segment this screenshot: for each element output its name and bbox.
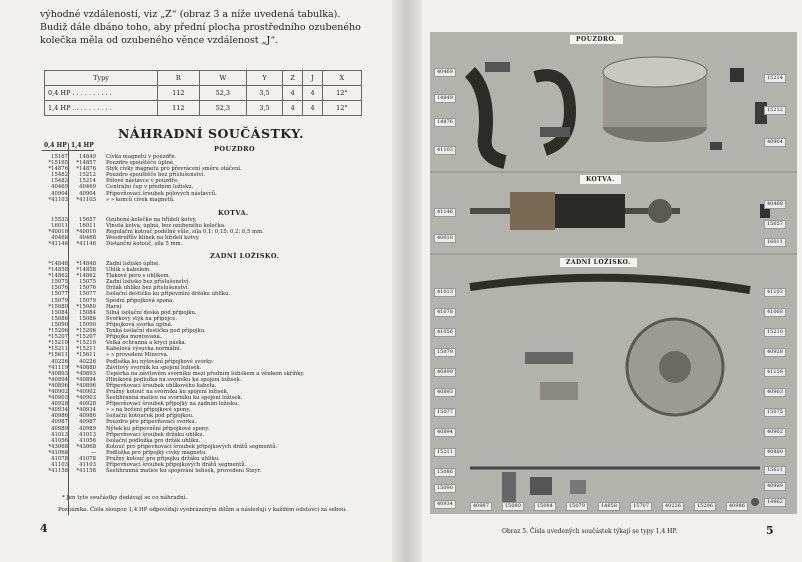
part-label: 41056	[434, 328, 456, 337]
part-description: Vinutá kotva, úplná, bez ozubeného kolečka.	[106, 223, 226, 230]
type-cell: 4	[283, 101, 303, 116]
part-description: Svorkový styk na připojce.	[106, 315, 178, 322]
part-number-14hp: *15206	[76, 328, 96, 335]
part-description: Isolační destička ku připevnění držáku uhlíku.	[106, 291, 231, 298]
part-number-04hp: 41013	[51, 431, 68, 438]
part-description: Zadní ložisko úplné.	[106, 261, 160, 267]
parts-list-pouzdro	[40, 154, 375, 203]
part-number-04hp: 15167	[51, 154, 68, 160]
part-description: Pouzdro spouštěče úplné.	[106, 160, 175, 167]
part-number-14hp: *15210	[76, 340, 96, 347]
part-description: Držák uhlíku bez příslušenství.	[106, 285, 190, 292]
part-description: Pólové nástavce v pouzdře.	[106, 178, 179, 185]
part-number-04hp: 40226	[51, 358, 68, 365]
part-description: Styk cívky magnetu pro převrácení směru otáčení.	[106, 166, 242, 173]
part-description: Šestihranná matice na svorníku ku spojení ložisek.	[106, 395, 243, 402]
part-number-14hp: 15076	[79, 285, 96, 292]
part-number-14hp: 40989	[79, 425, 96, 432]
type-col-header: R	[158, 71, 200, 86]
figure-caption: Obraz 5. Čísla uvedených součástek týkají se typy 1,4 HP.	[502, 528, 678, 535]
part-description: Uhlík s kabelem.	[106, 267, 151, 274]
part-description: Připojková svorka úplná.	[106, 321, 173, 328]
type-cell: 12°	[322, 86, 361, 101]
section-heading: ZADNÍ LOŽISKO.	[210, 252, 280, 260]
part-label: 40934	[434, 500, 456, 509]
part-number-14hp: *40880	[76, 364, 96, 371]
type-cell: 3,5	[246, 101, 282, 116]
part-label: 15211	[434, 448, 456, 457]
part-label: 40010	[434, 234, 456, 243]
part-label: 15084	[534, 502, 556, 511]
part-description: Připevňovací šroubek pólových nástavců.	[106, 190, 217, 197]
part-description: Připevňovací šroubek připojky na zadním ložisku.	[106, 401, 240, 408]
part-label: 15086	[434, 468, 456, 477]
part-label: 41078	[434, 308, 456, 317]
part-number-14hp: *40903	[76, 395, 96, 402]
part-number-04hp: 40989	[51, 425, 68, 432]
part-description: Nýtek ku připevnění připojkové spony.	[106, 425, 210, 432]
part-description: Zadní ložisko bez příslušenství.	[106, 279, 191, 286]
type-col-header: Typy	[45, 71, 158, 86]
part-label: 40903	[764, 388, 786, 397]
type-dimension-table	[44, 70, 362, 116]
part-number-04hp: *14848	[48, 261, 68, 267]
type-col-header: X	[322, 71, 361, 86]
armature-winding	[555, 194, 625, 228]
part-description: » » na bočení připojkové spony.	[106, 407, 191, 414]
page-number-left: 4	[40, 522, 48, 535]
part-label: 15707	[630, 502, 652, 511]
part-number-14hp: *40896	[76, 382, 96, 389]
part-description: Hliníková podložka na svorníku ku spojení ložisek.	[106, 376, 242, 383]
page-number-right: 5	[766, 524, 774, 537]
part-number-14hp: 41056	[79, 437, 96, 444]
part-description: Centrální čep v předním ložisku.	[106, 184, 194, 191]
terminal-plate	[502, 472, 516, 502]
part-number-04hp: *15207	[48, 334, 68, 341]
part-label: 40902	[764, 428, 786, 437]
part-number-04hp: 15482	[51, 172, 68, 179]
magnet-coil-right	[535, 75, 570, 150]
part-number-04hp: *41103	[48, 196, 68, 203]
part-label: 14876	[434, 118, 456, 127]
part-number-04hp: 15086	[51, 315, 68, 322]
part-description: Kotouč pro připevňovací šroubek připojkových drátů segmentů.	[106, 443, 278, 450]
part-description: Tenká isolační destička pod připojku.	[106, 328, 206, 335]
part-label: 41103	[764, 288, 786, 297]
screw	[710, 142, 722, 150]
type-cell: 52,3	[199, 86, 246, 101]
part-number-04hp: *41119	[48, 364, 68, 371]
part-number-04hp: *15206	[48, 328, 68, 335]
part-description: Podložka ku nýtování připojkové svorky.	[106, 358, 214, 365]
part-description: Připevňovací šroubek držáku uhlíku.	[106, 431, 205, 438]
footnote-remark: Poznámka. Čísla sloupce 1,4 HP odpovídají vyobrazeným dílům a následují v každém odstavci za sebou.	[58, 507, 348, 513]
part-description: Pružný kotouč na svorníku ku spojení ložisek.	[106, 388, 229, 395]
part-description: Připevňovací šroubek uhlíkového kabelu.	[106, 382, 217, 389]
type-cell: 0,4 HP . . . . . . . . . .	[45, 86, 158, 101]
part-number-14hp: 40468	[79, 235, 96, 242]
part-number-04hp: 16011	[51, 223, 68, 230]
part-label: 40226	[662, 502, 684, 511]
part-description: Podložka pro připojky cívky magnetu.	[106, 449, 208, 456]
part-number-14hp: *40934	[76, 407, 96, 414]
parts-list-zadni-lozisko	[40, 261, 375, 474]
part-description: Šestihranná matice ku spojování ložisek, provedení Steyr.	[106, 468, 262, 475]
col-header-14hp: 1,4 HP	[71, 142, 94, 149]
section-heading: KOTVA.	[218, 209, 249, 217]
type-col-header: Y	[246, 71, 282, 86]
part-number-14hp: *15211	[76, 346, 96, 353]
part-description: Pouzdro pro připevňovací svorku.	[106, 419, 197, 426]
part-number-04hp: *14876	[48, 166, 68, 173]
part-label: 40987	[470, 502, 492, 511]
part-number-04hp: 15483	[51, 178, 68, 185]
part-number-14hp: *14858	[76, 267, 96, 274]
part-number-04hp: 15075	[51, 279, 68, 286]
type-cell: 52,3	[199, 101, 246, 116]
right-page	[422, 0, 802, 562]
brush-holder	[525, 352, 573, 364]
part-row	[40, 241, 375, 247]
part-number-04hp: 15090	[51, 321, 68, 328]
pole-shoe	[540, 127, 570, 137]
part-number-14hp: *41158	[76, 468, 96, 475]
part-number-04hp: *15165	[48, 160, 68, 167]
part-number-04hp: *41158	[48, 468, 68, 475]
part-number-14hp: *40893	[76, 370, 96, 377]
part-label: 40894	[434, 428, 456, 437]
cover-band	[470, 278, 750, 290]
type-cell: 12°	[322, 101, 361, 116]
part-label: 15212	[764, 106, 786, 115]
part-number-14hp: 16011	[79, 223, 96, 230]
photo-plate	[430, 32, 797, 514]
part-number-04hp: *41146	[48, 241, 68, 248]
part-label: 41146	[434, 208, 456, 217]
part-description: Silná isolační deska pod připojku.	[106, 309, 197, 316]
type-cell: 112	[158, 86, 200, 101]
magnet-coil-left	[470, 72, 505, 162]
part-description: Pružný kotouč pro připojku držáku uhlíku.	[106, 456, 220, 462]
part-number-04hp: *40903	[48, 395, 68, 402]
type-col-header: Z	[283, 71, 303, 86]
type-table-row	[45, 101, 362, 116]
part-number-04hp: 40904	[51, 190, 68, 197]
part-label: 40469	[434, 68, 456, 77]
part-label: 15079	[434, 348, 456, 357]
part-label: 41013	[434, 288, 456, 297]
part-number-14hp: 15657	[79, 217, 96, 223]
part-number-04hp: 41103	[51, 462, 68, 469]
part-number-14hp: 15079	[79, 297, 96, 304]
book-gutter	[392, 0, 422, 562]
type-table-header	[45, 71, 362, 86]
part-description: Úepérka na závitovém svorníku mezi předním ložiskem a věnkem skříňky.	[106, 370, 305, 377]
part-label: 41158	[764, 368, 786, 377]
part-number-04hp: 15077	[51, 291, 68, 298]
part-number-04hp: *40894	[48, 376, 68, 383]
pole-piece	[730, 68, 744, 82]
part-number-04hp: *15210	[48, 340, 68, 347]
part-number-14hp: 15090	[79, 321, 96, 328]
part-number-04hp: *40902	[48, 388, 68, 395]
intro-paragraph: výhodné vzdáleností, viz „Z“ (obraz 3 a níže uvedená tabulka). Budiž dále dbáno toho, aby přední plocha prostředního ozubeného kolečka měla od ozubeného věnce vzdálenost „J“.	[40, 9, 361, 46]
insulation-plate	[530, 477, 552, 495]
parts-photo	[430, 32, 797, 514]
part-description: Harni	[106, 303, 122, 310]
part-description: Isolační podložka pro držák uhlíku.	[106, 437, 201, 444]
part-number-14hp: 40226	[79, 358, 96, 365]
part-label: 16011	[764, 238, 786, 247]
part-description: Isolační kotouček pod připojkou.	[106, 413, 194, 420]
part-label: 14858	[598, 502, 620, 511]
part-number-04hp: 15076	[51, 285, 68, 292]
type-col-header: J	[303, 71, 322, 86]
part-label: 40468	[764, 200, 786, 209]
type-cell: 4	[303, 86, 322, 101]
part-number-14hp: *15611	[76, 352, 96, 359]
part-label: 41068	[764, 308, 786, 317]
armature-commutator	[510, 192, 555, 230]
part-number-04hp: *40934	[48, 407, 68, 414]
section-heading: POUZDRO	[214, 145, 256, 153]
part-number-14hp: *40010	[76, 229, 96, 236]
part-number-14hp: 15086	[79, 315, 96, 322]
left-page	[0, 0, 392, 562]
part-number-14hp: *43068	[76, 443, 96, 450]
part-description: » » provedení Minerva.	[106, 352, 169, 359]
part-number-04hp: 15079	[51, 297, 68, 304]
part-label: 15214	[764, 74, 786, 83]
part-number-14hp: 15084	[79, 309, 96, 316]
part-label: 40986	[726, 502, 748, 511]
part-description: Kabelová výsuvka normální.	[106, 346, 182, 353]
part-description: Velká ochranná a krycí páska.	[106, 340, 187, 347]
type-col-header: W	[199, 71, 246, 86]
part-label: 15206	[694, 502, 716, 511]
terminal-clip	[540, 382, 578, 400]
type-cell: 4	[303, 101, 322, 116]
spare-parts-title: NÁHRADNÍ SOUČÁSTKY.	[118, 126, 304, 141]
part-label: 40904	[764, 138, 786, 147]
part-number-14hp: *15207	[76, 334, 96, 341]
part-number-14hp: *15080	[76, 303, 96, 310]
type-table-row	[45, 86, 362, 101]
part-number-14hp: *40902	[76, 388, 96, 395]
part-label: 15079	[566, 502, 588, 511]
part-number-14hp: 15077	[79, 291, 96, 298]
part-label: 40928	[764, 348, 786, 357]
part-number-14hp: 40928	[79, 401, 96, 408]
part-number-04hp: *43068	[48, 443, 68, 450]
part-number-04hp: *14858	[48, 267, 68, 274]
part-label: 40880	[764, 448, 786, 457]
part-number-04hp: 40987	[51, 419, 68, 426]
part-number-14hp: 40986	[79, 413, 96, 420]
part-description: Spodní připojková spona.	[106, 297, 175, 304]
part-number-14hp: 14849	[79, 154, 96, 160]
part-label: 15075	[764, 408, 786, 417]
part-label: 15090	[434, 484, 456, 493]
col-header-04hp: 0,4 HP	[44, 142, 67, 149]
part-description: Cívka magnetu v pouzdře.	[106, 154, 177, 160]
pinion-gear	[648, 199, 672, 223]
part-description: Distanční kotouč, síla 5 mm.	[106, 241, 183, 248]
part-label: 15611	[764, 466, 786, 475]
part-number-14hp: 41078	[79, 456, 96, 462]
part-description: Regulační kotouč podélné vůle, síla 0,1; 0,15; 0,2; 0,5 mm.	[106, 229, 264, 236]
part-label: 40893	[434, 388, 456, 397]
part-description: Ozubené kolečko na hřídeli kotvy.	[106, 217, 197, 223]
part-description: Tlakové pero s uhlíkem.	[106, 273, 171, 280]
part-number-04hp: 41078	[51, 456, 68, 462]
part-number-04hp: 15533	[51, 217, 68, 223]
part-number-14hp: *14862	[76, 273, 96, 280]
type-cell: 1,4 HP . . . . . . . . . .	[45, 101, 158, 116]
part-label: 15080	[502, 502, 524, 511]
part-label: 14862	[764, 498, 786, 507]
plate-title-kotva: KOTVA.	[580, 175, 621, 184]
part-number-04hp: 40468	[51, 235, 68, 242]
part-label: 15657	[764, 220, 786, 229]
part-number-14hp: *41103	[76, 196, 96, 203]
part-description: Připevňovací šroubek připojkových drátů segmentů.	[106, 462, 247, 469]
part-number-04hp: *15611	[48, 352, 68, 359]
part-number-04hp: 41056	[51, 437, 68, 444]
parts-list-kotva	[40, 217, 375, 247]
part-label: 40989	[764, 482, 786, 491]
part-row	[40, 197, 375, 203]
part-number-14hp: *40894	[76, 376, 96, 383]
part-description: » » konců cívek magnetů.	[106, 196, 175, 203]
part-number-04hp: *40010	[48, 229, 68, 236]
part-label: 41103	[434, 146, 456, 155]
part-number-14hp: *41146	[76, 241, 96, 248]
part-number-14hp: —	[90, 449, 96, 456]
type-cell: 3,5	[246, 86, 282, 101]
bearing-hub	[659, 351, 691, 383]
part-number-04hp: 40986	[51, 413, 68, 420]
plate-title-zadni-lozisko: ZADNÍ LOŽISKO.	[560, 258, 637, 267]
part-number-14hp: 15075	[79, 279, 96, 286]
part-label: 14849	[434, 94, 456, 103]
footnote-asterisk: * Jen tyto součástky dodávají se co náhradní.	[62, 495, 188, 501]
part-number-04hp: *41068	[48, 449, 68, 456]
part-number-14hp: 15212	[79, 172, 96, 179]
part-number-04hp: 15084	[51, 309, 68, 316]
part-number-04hp: *40893	[48, 370, 68, 377]
part-number-04hp: *15080	[48, 303, 68, 310]
washer	[751, 498, 759, 506]
part-number-14hp: *14857	[76, 160, 96, 167]
type-cell: 112	[158, 101, 200, 116]
part-label: 15210	[764, 328, 786, 337]
part-label: 40899	[434, 368, 456, 377]
part-number-14hp: *14848	[76, 261, 96, 267]
part-description: Woodruffův klínek na hřídeli kotvy.	[106, 235, 200, 242]
part-number-04hp: 40469	[51, 184, 68, 191]
part-number-04hp: *40896	[48, 382, 68, 389]
small-part	[570, 480, 586, 494]
part-row	[40, 468, 375, 474]
part-number-04hp: *14862	[48, 273, 68, 280]
housing-ring-top	[603, 57, 707, 87]
part-number-14hp: 15214	[79, 178, 96, 185]
part-number-14hp: *14876	[76, 166, 96, 173]
part-number-14hp: 40987	[79, 419, 96, 426]
part-number-04hp: *15211	[48, 346, 68, 353]
pole-shoe	[485, 62, 510, 72]
part-number-14hp: 40469	[79, 184, 96, 191]
part-number-14hp: 41013	[79, 431, 96, 438]
plate-title-pouzdro: POUZDRO.	[570, 35, 623, 44]
part-number-14hp: 40904	[79, 190, 96, 197]
part-number-14hp: 41103	[79, 462, 96, 469]
part-description: Závitový svorník ku spojení ložisek.	[106, 364, 202, 371]
part-description: Pouzdro spouštěče bez příslušenství.	[106, 172, 205, 179]
part-description: Připojka montovaná.	[106, 334, 162, 341]
part-label: 15077	[434, 408, 456, 417]
type-cell: 4	[283, 86, 303, 101]
part-number-04hp: 40928	[51, 401, 68, 408]
